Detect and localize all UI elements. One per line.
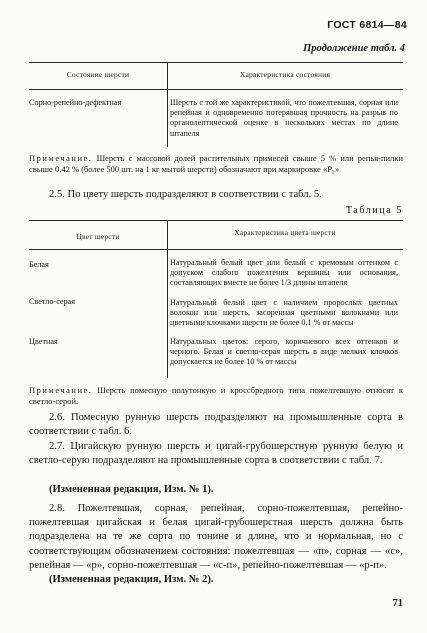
table4-header-rule: [29, 89, 403, 90]
paragraph-2-7: 2.7. Цигайскую рунную шерсть и цигай-грубошерстную рунную белую и светло-серую подразделяют на промышленные сорта в соответствии с табл. 7.: [29, 441, 403, 467]
table-continuation-label: Продолжение табл. 4: [303, 43, 405, 54]
paragraph-2-5: 2.5. По цвету шерсть подразделяют в соответствии с табл. 5.: [49, 189, 322, 200]
table5-title: Таблица 5: [345, 205, 403, 216]
table5-column-divider: [167, 220, 168, 378]
table4-column-divider: [167, 62, 168, 147]
table5-col2-header: Характеристика цвета шерсти: [234, 228, 336, 237]
table4-note-label: Примечание.: [29, 153, 93, 163]
table4-row-description: Шерсть с той же характеристикой, что пожелтевшая, сорная или репейная и одновременно потерявшая прочность на разрыв по органолептической оценке в нескольких местах по длине штапеля: [170, 98, 398, 138]
table5-row-color: Светло-серая: [29, 297, 76, 306]
table4-col1-header: Состояние шерсти: [66, 70, 130, 79]
table5-col1-header: Цвет шерсти: [76, 232, 120, 241]
document-code: ГОСТ 6814—84: [327, 19, 407, 31]
table5-header-rule: [29, 249, 403, 250]
table5-note: [29, 385, 403, 406]
table4-col2-header: Характеристика состояния: [239, 70, 331, 79]
paragraph-2-8: 2.8. Пожелтевшая, сорная, репейная, сорно-пожелтевшая, репейно-пожелтевшая цигайская и белая цигай-грубошерстная шерсть должна быть подразделена на те же сорта по тонине и длине, что и нормальная, но с соответствующим обозначением состояния: пожелтевшая — «п», сорная — «с», репейная — «р», сорно-пожелтевшая — «с-п», репейно-пожелтевшая — «р-п».: [29, 503, 403, 571]
table5-row-color: Белая: [29, 260, 49, 269]
table4-top-rule: [29, 62, 403, 63]
table4-note: [29, 153, 403, 174]
page-number: 71: [392, 598, 403, 609]
table5-note-label: Примечание.: [29, 385, 93, 395]
table4-row-state: Сорно-репейно-дефектная: [29, 98, 122, 107]
table4-note-text: Шерсть с массовой долей растительных примесей свыше 5 % или репья-пилки свыше 0,42 % (более 500 шт. на 1 кг мытой шерсти) обозначают при маркировке «Р₂»: [29, 153, 404, 174]
table5-row-description: Натуральных цветов: серого, коричневого всех оттенков и черного. Белая и светло-серая шерсть в виде мелких клочков допускается не более 10 % от массы: [170, 337, 398, 367]
table5-note-text: Шерсть помесную полутонкую и кроссбредного типа пожелтевшую относят к светло-серой.: [29, 385, 403, 406]
table5-top-rule: [29, 220, 403, 221]
paragraph-2-6: 2.6. Помесную рунную шерсть подразделяют на промышленные сорта в соответствии с табл. 6.: [29, 412, 403, 438]
edition-note-1: (Измененная редакция, Изм. № 1).: [49, 484, 214, 495]
table5-row-color: Цветная: [29, 337, 58, 346]
edition-note-2: (Измененная редакция, Изм. № 2).: [49, 574, 214, 585]
table5-row-description: Натуральный белый цвет или белый с кремовым оттенком с допуском слабого пожелтения вершины или основания, составляющих вместе не более 1/3 длины штапеля: [170, 258, 398, 288]
table5-row-description: Натуральный белый цвет с наличием пророслых цветных волокон или шерсть, засоренная цветными волокнами или цветными клочками шерсти не более 0,1 % от массы: [170, 298, 398, 328]
